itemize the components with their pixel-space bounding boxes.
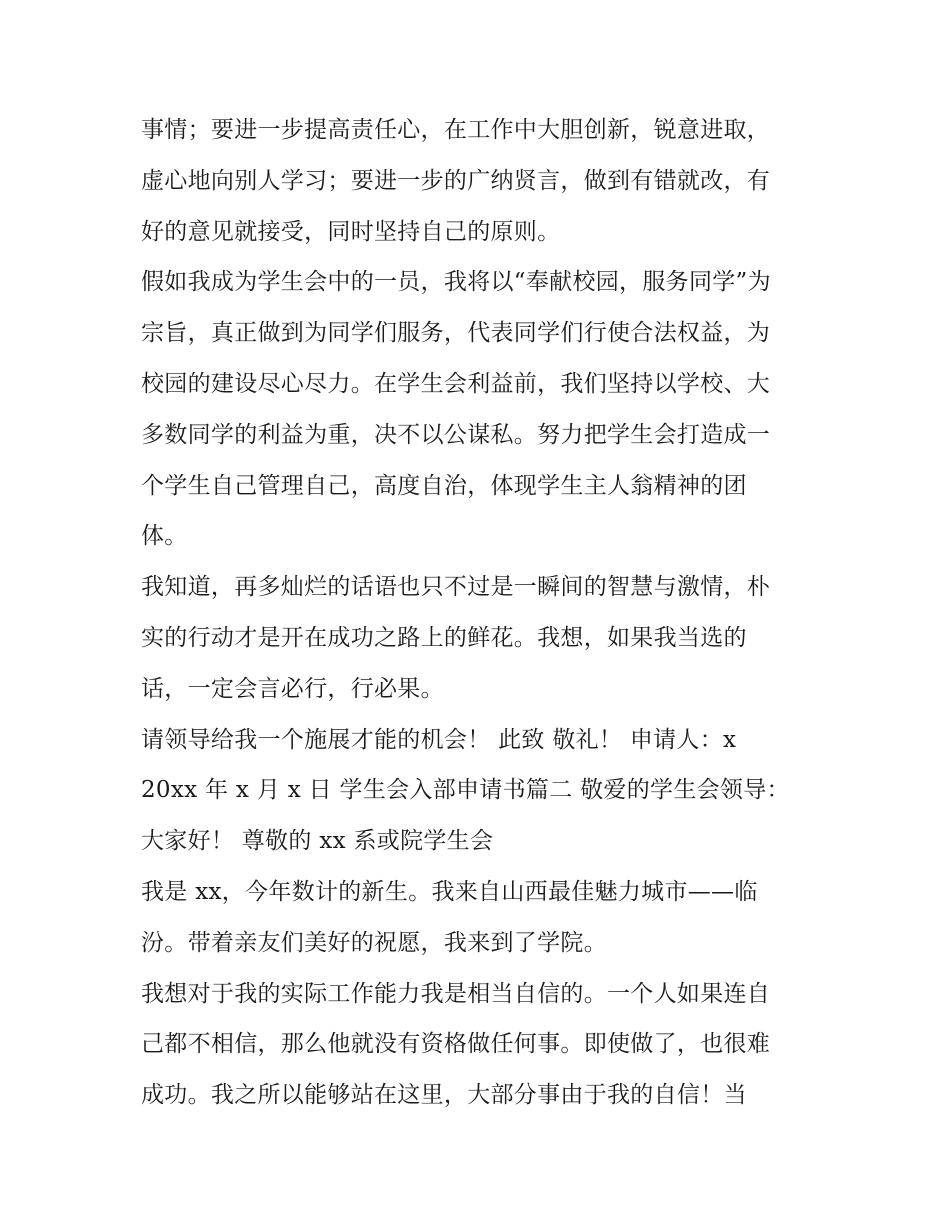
text-line: 体。 xyxy=(141,523,188,550)
text-line: 好的意见就接受，同时坚持自己的原则。 xyxy=(141,218,561,245)
text-line: 请领导给我一个施展才能的机会！ 此致 敬礼！ 申请人：x xyxy=(141,726,737,753)
text-line: 虚心地向别人学习；要进一步的广纳贤言，做到有错就改，有 xyxy=(141,167,771,194)
text-line: 话，一定会言必行，行必果。 xyxy=(141,675,444,702)
text-line: 事情；要进一步提高责任心，在工作中大胆创新，锐意进取， xyxy=(141,117,771,143)
text-line: 己都不相信，那么他就没有资格做任何事。即使做了，也很难 xyxy=(141,1031,771,1058)
text-line: 大家好！ 尊敬的 xx 系或院学生会 xyxy=(141,828,494,855)
text-line: 20xx 年 x 月 x 日 学生会入部申请书篇二 敬爱的学生会领导： xyxy=(141,777,790,804)
text-line: 成功。我之所以能够站在这里，大部分事由于我的自信！当 xyxy=(141,1082,747,1109)
text-line: 我知道，再多灿烂的话语也只不过是一瞬间的智慧与激情，朴 xyxy=(141,574,771,601)
text-line: 宗旨，真正做到为同学们服务，代表同学们行使合法权益，为 xyxy=(141,320,771,347)
document-body xyxy=(141,105,821,1121)
text-line: 多数同学的利益为重，决不以公谋私。努力把学生会打造成一 xyxy=(141,421,771,448)
text-line: 我是 xx，今年数计的新生。我来自山西最佳魅力城市——临 xyxy=(141,878,758,905)
text-line: 实的行动才是开在成功之路上的鲜花。我想，如果我当选的 xyxy=(141,624,747,651)
text-line: 我想对于我的实际工作能力我是相当自信的。一个人如果连自 xyxy=(141,980,771,1007)
text-line: 假如我成为学生会中的一员，我将以“奉献校园，服务同学”为 xyxy=(141,269,771,296)
text-line: 校园的建设尽心尽力。在学生会利益前，我们坚持以学校、大 xyxy=(141,370,771,397)
text-line: 汾。带着亲友们美好的祝愿，我来到了学院。 xyxy=(141,929,607,956)
text-line: 个学生自己管理自己，高度自治，体现学生主人翁精神的团 xyxy=(141,472,747,499)
